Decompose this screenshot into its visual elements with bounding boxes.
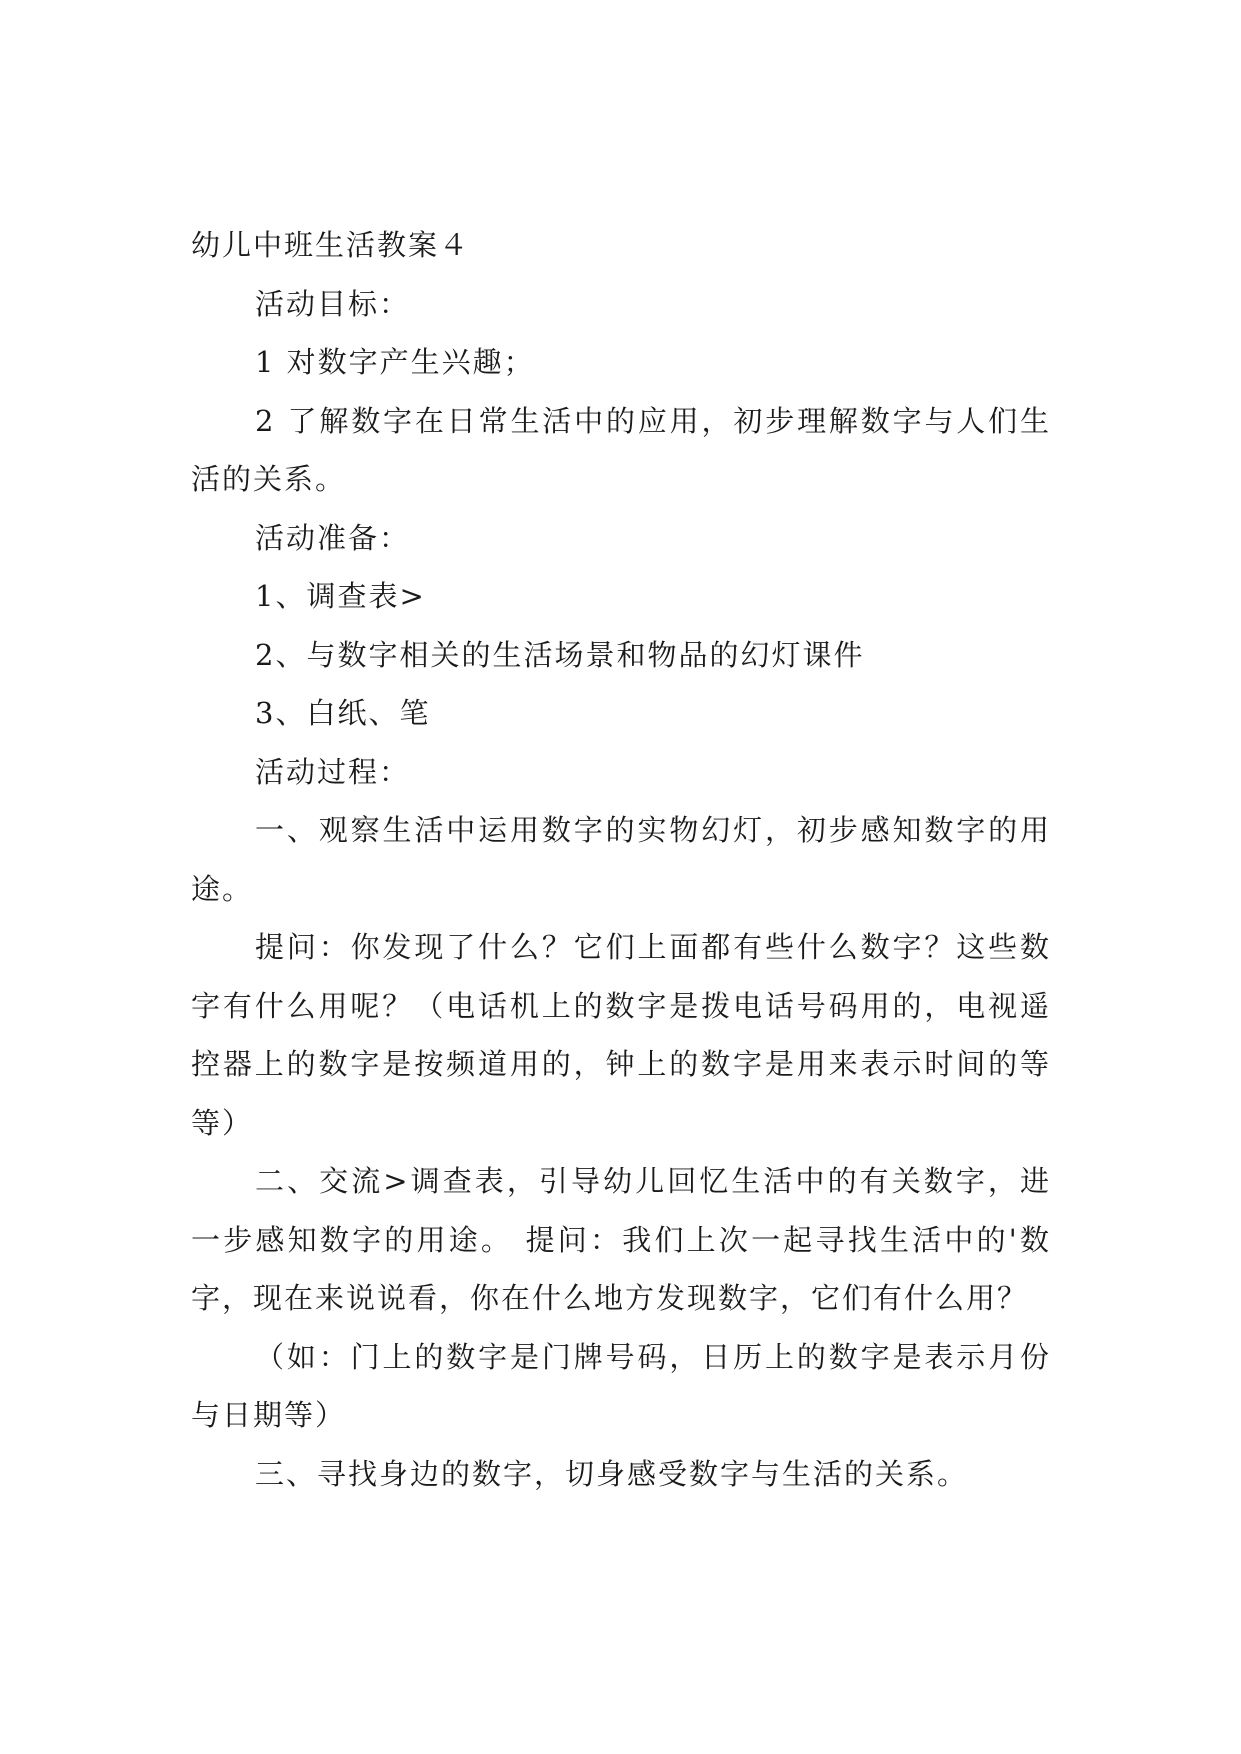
section-heading-goals: 活动目标：: [255, 286, 411, 321]
process-step-1: 一、观察生活中运用数字的实物幻灯，初步感知数字的用途。: [191, 813, 1051, 906]
section-heading-process: 活动过程：: [255, 754, 411, 789]
preparation-item-1: 1、调查表>: [255, 579, 426, 613]
preparation-item-3: 3、白纸、笔: [255, 696, 431, 730]
preparation-item-2: 2、与数字相关的生活场景和物品的幻灯课件: [255, 637, 865, 672]
process-step-3: 三、寻找身边的数字，切身感受数字与生活的关系。: [255, 1456, 969, 1491]
document-body: [191, 216, 1051, 1503]
process-step-2: 二、交流>调查表，引导幼儿回忆生活中的有关数字，进一步感知数字的用途。 提问：我们上次一起寻找生活中的'数字，现在来说说看，你在什么地方发现数字，它们有什么用？: [191, 1164, 1051, 1315]
goal-item-1: 1 对数字产生兴趣；: [255, 345, 535, 379]
document-title: 幼儿中班生活教案４: [191, 228, 471, 262]
goal-item-2: 2 了解数字在日常生活中的应用，初步理解数字与人们生活的关系。: [191, 403, 1051, 496]
process-step-2-example: （如：门上的数字是门牌号码，日历上的数字是表示月份与日期等）: [191, 1339, 1051, 1432]
process-step-1-question: 提问：你发现了什么？它们上面都有些什么数字？这些数字有什么用呢？（电话机上的数字是拨电话号码用的，电视遥控器上的数字是按频道用的，钟上的数字是用来表示时间的等等）: [191, 930, 1051, 1140]
section-heading-preparation: 活动准备：: [255, 520, 411, 555]
